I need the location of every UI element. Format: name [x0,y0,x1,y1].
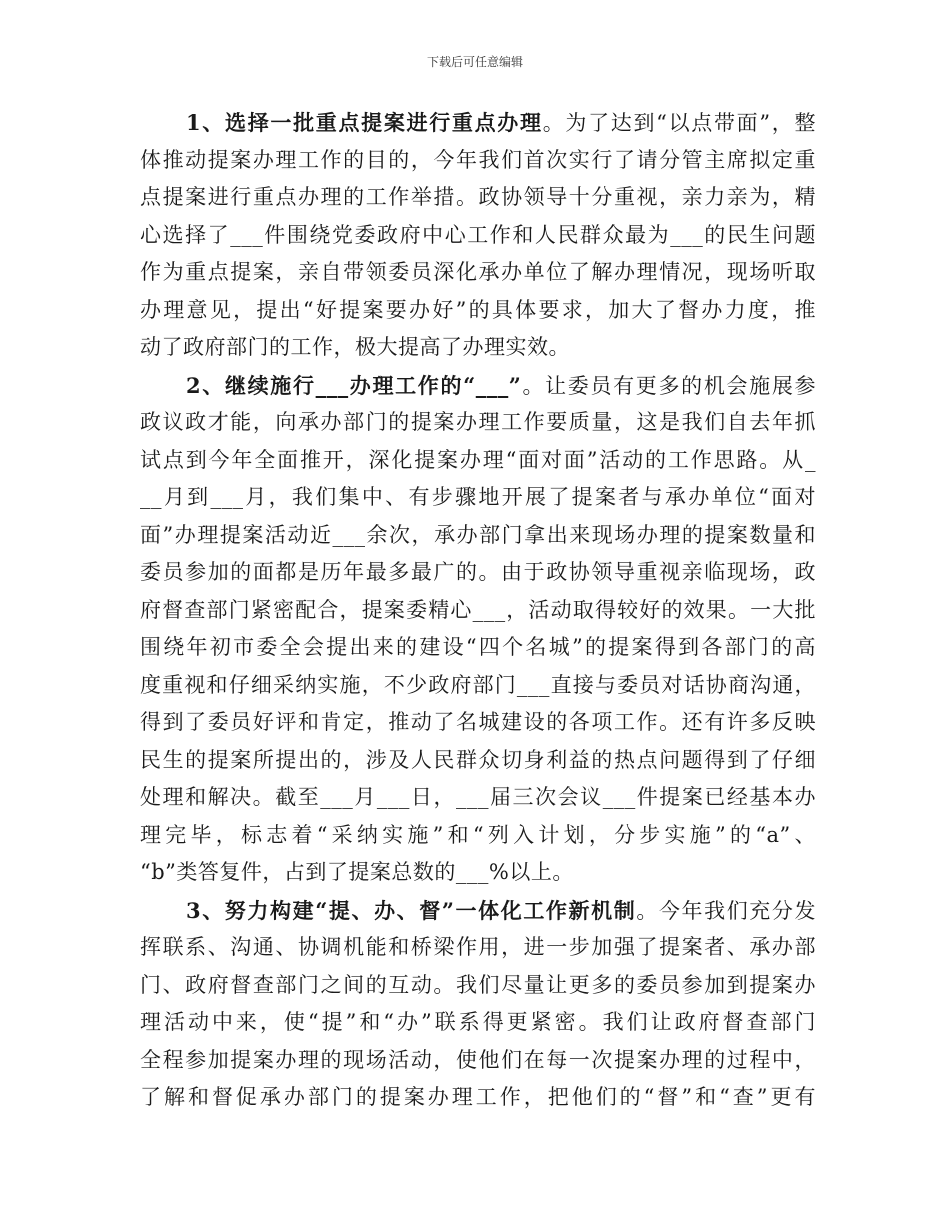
paragraph-line: 动了政府部门的工作，极大提高了办理实效。 [140,335,570,359]
paragraph-line: 面”办理提案活动近___余次，承办部门拿出来现场办理的提案数量和 [140,522,816,547]
paragraph-heading: 3、努力构建“提、办、督”一体化工作新机制 [186,897,637,923]
paragraph-line: 理完毕，标志着“采纳实施”和“列入计划，分步实施”的“a”、 [140,822,816,847]
paragraph-line: 度重视和仔细采纳实施，不少政府部门___直接与委员对话协商沟通， [140,672,816,697]
paragraph-line: 府督查部门紧密配合，提案委精心___，活动取得较好的效果。一大批 [140,597,816,622]
paragraph-line [140,104,816,142]
paragraph-line: 作为重点提案，亲自带领委员深化承办单位了解办理情况，现场听取 [140,260,816,284]
paragraph-text: 。让委员有更多的机会施展参 [521,373,816,398]
paragraph-line: 理活动中来，使“提”和“办”联系得更紧密。我们让政府督查部门 [140,1010,816,1034]
paragraph-line: 委员参加的面都是历年最多最广的。由于政协领导重视亲临现场，政 [140,560,816,584]
paragraph-line: 门、政府督查部门之间的互动。我们尽量让更多的委员参加到提案办 [140,972,816,997]
paragraph-line: 点提案进行重点办理的工作举措。政协领导十分重视，亲力亲为，精 [140,185,816,209]
paragraph-heading: 2、继续施行___办理工作的“___” [186,372,522,398]
document-body [140,104,816,1117]
paragraph-line: 试点到今年全面推开，深化提案办理“面对面”活动的工作思路。从_ [140,447,816,472]
paragraph-heading: 1、选择一批重点提案进行重点办理 [186,110,543,135]
paragraph-text: 。为了达到“以点带面”，整 [542,111,816,135]
paragraph-line: 心选择了___件围绕党委政府中心工作和人民群众最为___的民生问题 [140,222,816,247]
paragraph-line [140,892,816,930]
paragraph-line: 挥联系、沟通、协调机能和桥梁作用，进一步加强了提案者、承办部 [140,935,816,959]
paragraph-2 [140,367,816,892]
paragraph-line: 得到了委员好评和肯定，推动了名城建设的各项工作。还有许多反映 [140,710,816,734]
paragraph-line: “b”类答复件，占到了提案总数的___%以上。 [140,860,574,884]
paragraph-line: 体推动提案办理工作的目的，今年我们首次实行了请分管主席拟定重 [140,147,816,172]
paragraph-text: 。今年我们充分发 [636,898,816,923]
paragraph-line: __月到___月，我们集中、有步骤地开展了提案者与承办单位“面对 [140,485,816,509]
paragraph-line: 了解和督促承办部门的提案办理工作，把他们的“督”和“查”更有 [140,1085,816,1109]
paragraph-line: 全程参加提案办理的现场活动，使他们在每一次提案办理的过程中， [140,1047,816,1072]
paragraph-line: 处理和解决。截至___月___日，___届三次会议___件提案已经基本办 [140,785,816,809]
page-header: 下载后可任意编辑 [426,55,523,69]
paragraph-line: 政议政才能，向承办部门的提案办理工作要质量，这是我们自去年抓 [140,410,816,434]
paragraph-line: 围绕年初市委全会提出来的建设“四个名城”的提案得到各部门的高 [140,635,816,659]
paragraph-line: 民生的提案所提出的，涉及人民群众切身利益的热点问题得到了仔细 [140,747,816,772]
paragraph-3 [140,892,816,1117]
paragraph-line: 办理意见，提出“好提案要办好”的具体要求，加大了督办力度，推 [140,297,816,322]
paragraph-1 [140,104,816,367]
paragraph-line [140,367,816,405]
